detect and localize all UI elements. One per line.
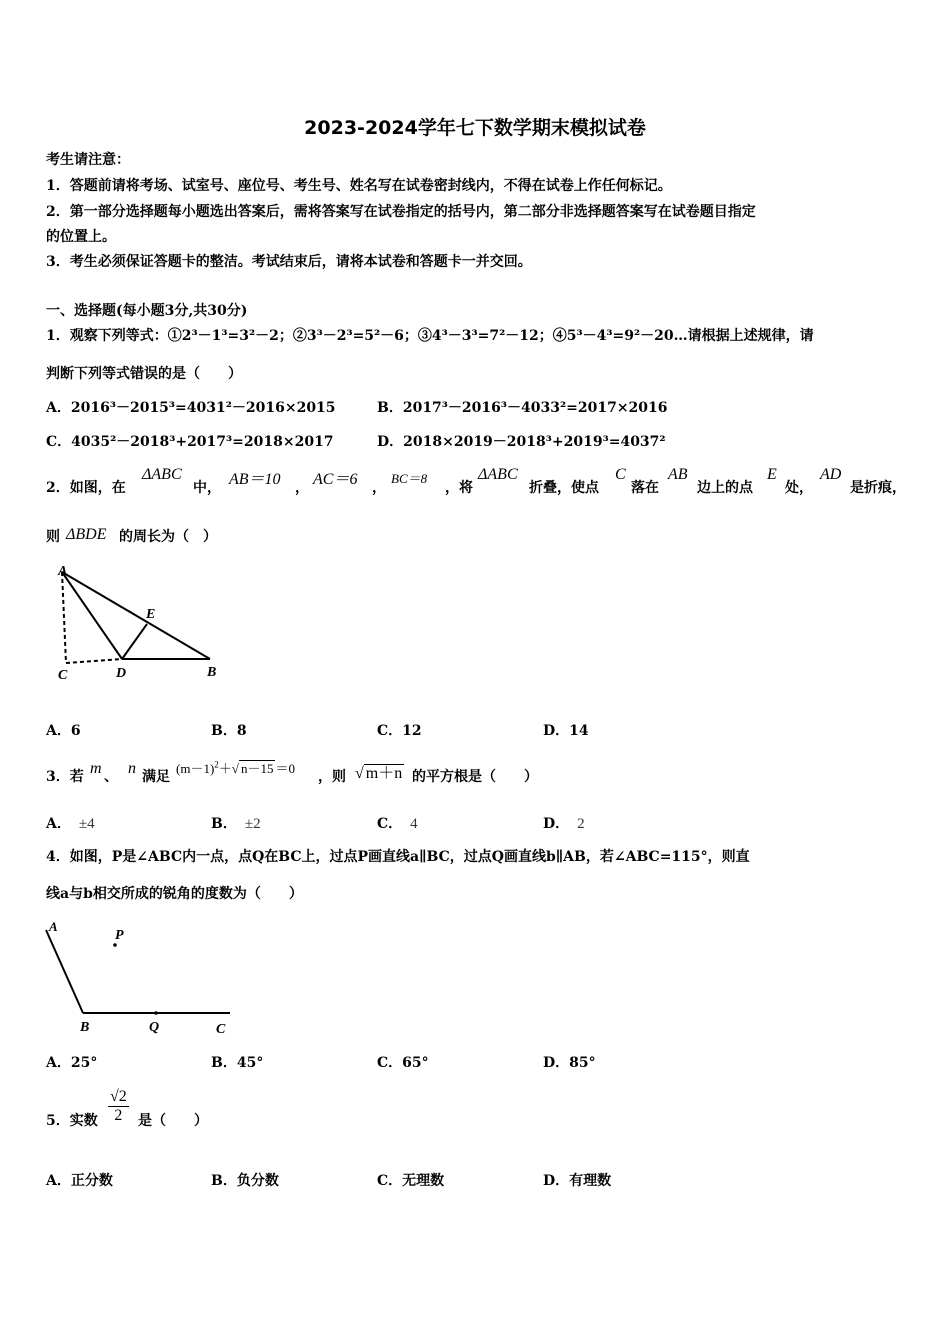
fig-label-c: C xyxy=(58,668,68,683)
fig-label-a: A xyxy=(58,564,68,579)
q3-n: n xyxy=(128,760,136,777)
q2-text: 是折痕， xyxy=(850,480,906,496)
fig-label-d: D xyxy=(116,666,127,681)
q2-ab-label: AB xyxy=(668,466,688,483)
q3-text: 、 xyxy=(104,769,118,785)
q1-option-d: D．2018×2019－2018³+2019³=4037² xyxy=(377,434,666,450)
q2-ac: AC＝6 xyxy=(313,471,358,488)
q2-num: 2．如图，在 xyxy=(46,480,126,496)
q2-text: ，将 xyxy=(445,480,473,496)
q3-text: 满足 xyxy=(142,769,170,785)
q3-option-c: C． 4 xyxy=(377,816,418,832)
q5-option-b: B．负分数 xyxy=(211,1173,279,1189)
q3-option-a: A． ±4 xyxy=(46,816,95,832)
q2-text: 落在 xyxy=(631,480,659,496)
q2-triangle: ΔABC xyxy=(478,466,518,483)
q3-sqrt-mn: √ m＋n xyxy=(355,765,403,782)
q4-stem-2: 线a与b相交所成的锐角的度数为（ ） xyxy=(46,886,303,902)
q2-point-e: E xyxy=(767,466,777,483)
q2-bde: ΔBDE xyxy=(66,526,107,543)
q4-option-b: B．45° xyxy=(211,1055,264,1071)
q2-option-a: A．6 xyxy=(46,723,81,739)
q3-text: 的平方根是（ ） xyxy=(412,769,538,785)
fig-label-p: P xyxy=(115,928,124,943)
notice-item: 3．考生必须保证答题卡的整洁。考试结束后，请将本试卷和答题卡一并交回。 xyxy=(46,254,532,270)
q2-text: 折叠，使点 xyxy=(529,480,599,496)
q1-option-b: B．2017³－2016³－4033²=2017×2016 xyxy=(377,400,668,416)
notice-item: 1．答题前请将考场、试室号、座位号、考生号、姓名写在试卷密封线内，不得在试卷上作任何标记。 xyxy=(46,178,672,194)
q2-text: 处， xyxy=(785,480,813,496)
q1-option-c: C．4035²－2018³+2017³=2018×2017 xyxy=(46,434,334,450)
fig-label-b: B xyxy=(207,665,217,680)
notice-item: 的位置上。 xyxy=(46,229,116,245)
q5-option-c: C．无理数 xyxy=(377,1173,445,1189)
q2-text: 边上的点 xyxy=(697,480,753,496)
q2-ad: AD xyxy=(820,466,842,483)
q1-stem: 1．观察下列等式：①2³－1³=3²－2；②3³－2³=5²－6；③4³－3³=7²－12；④5³－4³=9²－20…请根据上述规律，请 xyxy=(46,328,814,344)
q4-option-c: C．65° xyxy=(377,1055,429,1071)
q2-option-c: C．12 xyxy=(377,723,422,739)
q4-option-d: D．85° xyxy=(543,1055,596,1071)
q5-text: 是（ ） xyxy=(138,1113,208,1129)
q3-option-d: D． 2 xyxy=(543,816,585,832)
q4-figure xyxy=(40,915,240,1040)
q5-text: 5．实数 xyxy=(46,1113,98,1129)
q2-option-d: D．14 xyxy=(543,723,589,739)
fig-label-c: C xyxy=(216,1022,226,1037)
fig-label-a: A xyxy=(49,919,58,934)
section-heading: 一、选择题(每小题3分,共30分) xyxy=(46,303,248,319)
q2-figure xyxy=(50,560,230,690)
q4-stem: 4．如图，P是∠ABC内一点，点Q在BC上，过点P画直线a∥BC，过点Q画直线b∥AB，若∠ABC=115°，则直 xyxy=(46,849,750,865)
q5-option-d: D．有理数 xyxy=(543,1173,612,1189)
q3-text: ，则 xyxy=(318,769,346,785)
notice-heading: 考生请注意： xyxy=(46,152,130,168)
q5-option-a: A．正分数 xyxy=(46,1173,113,1189)
q2-text: 的周长为（ ） xyxy=(119,529,217,545)
q4-option-a: A．25° xyxy=(46,1055,98,1071)
q3-text: 3．若 xyxy=(46,769,84,785)
q3-expression: $(m-1)^2+√$ n－15 ＝0 xyxy=(176,759,295,776)
q2-text: 则 xyxy=(46,529,60,545)
q2-point-c: C xyxy=(615,466,626,483)
page-title: 2023-2024学年七下数学期末模拟试卷 xyxy=(304,117,646,139)
q1-option-a: A．2016³－2015³=4031²－2016×2015 xyxy=(46,400,336,416)
q2-text: 中， xyxy=(193,480,221,496)
q2-triangle: ΔABC xyxy=(142,466,182,483)
q2-option-b: B．8 xyxy=(211,723,247,739)
q5-fraction: $\frac{√2}{2}$ xyxy=(110,1088,127,1124)
q3-option-b: B． ±2 xyxy=(211,816,261,832)
q1-stem-2: 判断下列等式错误的是（ ） xyxy=(46,366,242,382)
q2-bc: BC＝8 xyxy=(391,471,428,486)
fig-label-b: B xyxy=(80,1020,90,1035)
notice-item: 2．第一部分选择题每小题选出答案后，需将答案写在试卷指定的括号内，第二部分非选择题答案写在试卷题目指定 xyxy=(46,204,756,220)
q3-m: m xyxy=(90,760,102,777)
fig-label-q: Q xyxy=(149,1020,160,1035)
fig-label-e: E xyxy=(146,607,156,622)
q2-ab: AB＝10 xyxy=(229,471,281,488)
